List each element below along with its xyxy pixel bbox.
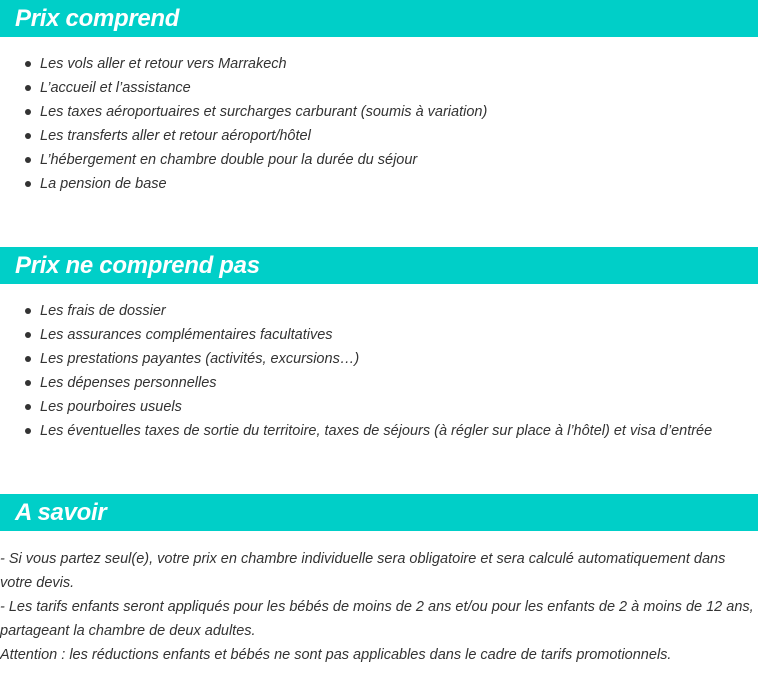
savoir-title: A savoir [15, 499, 107, 526]
list-item-text: Les éventuelles taxes de sortie du territoire, taxes de séjours (à régler sur place à l’hôtel) et visa d’entrée [40, 423, 713, 439]
savoir-paragraph: - Si vous partez seul(e), votre prix en chambre individuelle sera obligatoire et sera calculé automatiquement dans votre devis. [0, 551, 726, 591]
list-item-text: Les prestations payantes (activités, excursions…) [40, 351, 360, 367]
list-item [0, 323, 712, 347]
not-included-list [0, 299, 712, 443]
bullet-icon [25, 157, 31, 163]
list-item [0, 347, 712, 371]
bullet-icon [25, 181, 31, 187]
list-item [0, 172, 487, 196]
bullet-icon [25, 404, 31, 410]
bullet-icon [25, 308, 31, 314]
bullet-icon [25, 61, 31, 67]
list-item-text: Les vols aller et retour vers Marrakech [40, 56, 287, 72]
savoir-paragraph: - Les tarifs enfants seront appliqués pour les bébés de moins de 2 ans et/ou pour les enfants de 2 à moins de 12 ans, partageant la chambre de deux adultes. [0, 599, 754, 639]
included-list [0, 52, 487, 196]
list-item-text: Les dépenses personnelles [40, 375, 217, 391]
savoir-body [0, 547, 758, 667]
bullet-icon [25, 133, 31, 139]
list-item [0, 100, 487, 124]
bullet-icon [25, 428, 31, 434]
list-item [0, 76, 487, 100]
list-item [0, 148, 487, 172]
list-item-text: Les frais de dossier [40, 303, 166, 319]
included-header [0, 0, 758, 37]
list-item [0, 299, 712, 323]
not-included-header [0, 247, 758, 284]
list-item-text: L’accueil et l’assistance [40, 80, 191, 96]
bullet-icon [25, 85, 31, 91]
bullet-icon [25, 356, 31, 362]
savoir-header [0, 494, 758, 531]
bullet-icon [25, 380, 31, 386]
list-item-text: L’hébergement en chambre double pour la durée du séjour [40, 152, 418, 168]
list-item-text: La pension de base [40, 176, 167, 192]
list-item [0, 419, 712, 443]
list-item [0, 371, 712, 395]
list-item-text: Les transferts aller et retour aéroport/hôtel [40, 128, 311, 144]
bullet-icon [25, 109, 31, 115]
list-item-text: Les assurances complémentaires facultatives [40, 327, 333, 343]
savoir-paragraph: Attention : les réductions enfants et bébés ne sont pas applicables dans le cadre de tarifs promotionnels. [0, 647, 672, 663]
list-item [0, 52, 487, 76]
bullet-icon [25, 332, 31, 338]
included-title: Prix comprend [15, 5, 180, 32]
list-item [0, 395, 712, 419]
not-included-title: Prix ne comprend pas [15, 252, 260, 279]
list-item-text: Les taxes aéroportuaires et surcharges carburant (soumis à variation) [40, 104, 488, 120]
list-item [0, 124, 487, 148]
list-item-text: Les pourboires usuels [40, 399, 182, 415]
